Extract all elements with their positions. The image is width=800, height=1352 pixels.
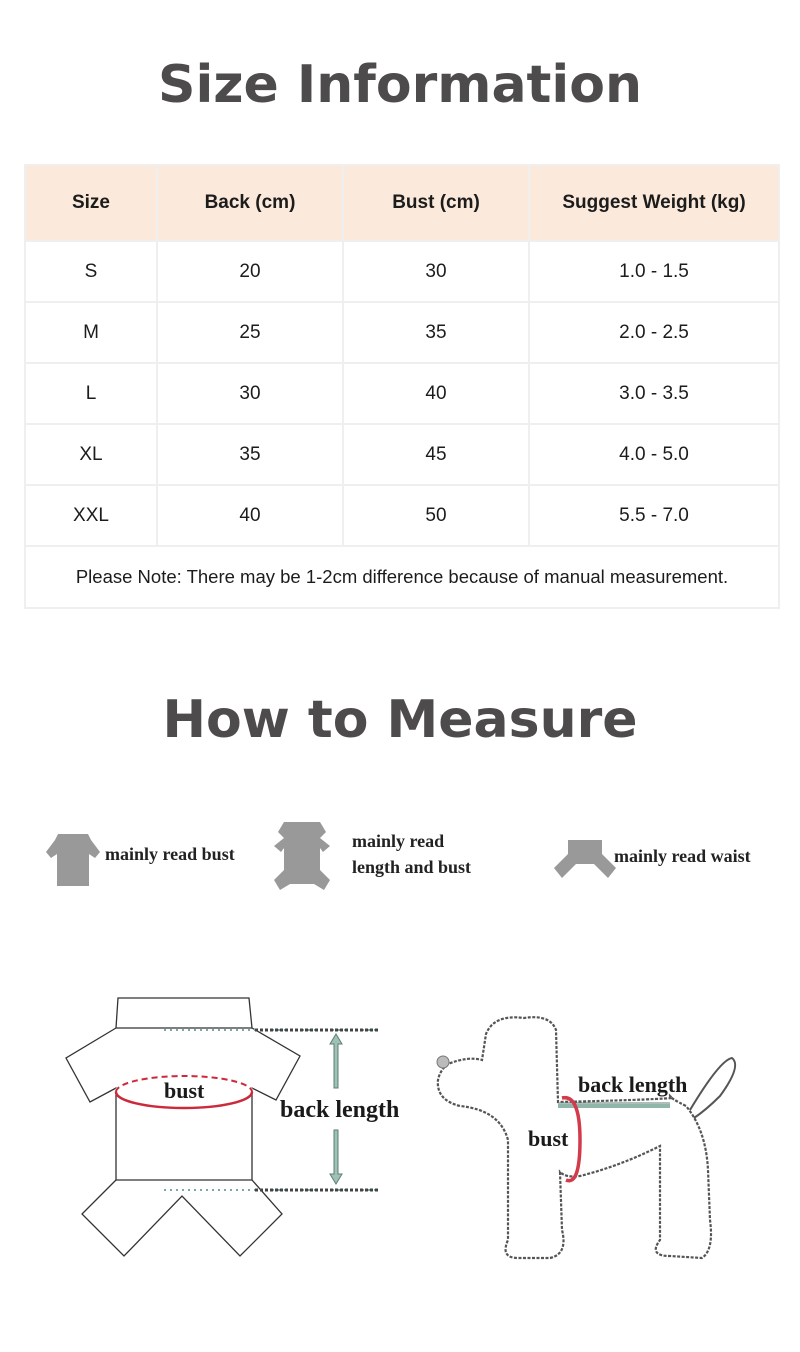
garment-bust-label: bust (164, 1078, 205, 1103)
legend-length-bust-text (352, 828, 471, 880)
legend-bust-text: mainly read bust (105, 844, 235, 864)
cell-weight: 4.0 - 5.0 (529, 424, 779, 485)
cell-back: 40 (157, 485, 343, 546)
cell-weight: 5.5 - 7.0 (529, 485, 779, 546)
cell-size: M (25, 302, 157, 363)
table-row (25, 424, 779, 485)
cell-weight: 2.0 - 2.5 (529, 302, 779, 363)
dog-measure-diagram (420, 1000, 760, 1270)
cell-bust: 35 (343, 302, 529, 363)
legend-line: mainly read (352, 831, 445, 851)
size-table (24, 164, 780, 609)
legend-waist-text: mainly read waist (614, 846, 751, 866)
measurement-note: Please Note: There may be 1-2cm difference because of manual measurement. (25, 546, 779, 608)
cell-size: L (25, 363, 157, 424)
cell-bust: 45 (343, 424, 529, 485)
cell-weight: 3.0 - 3.5 (529, 363, 779, 424)
header-bust: Bust (cm) (343, 165, 529, 241)
dog-bust-label: bust (528, 1126, 569, 1151)
table-row (25, 302, 779, 363)
dog-back-length-label: back length (578, 1072, 688, 1097)
table-row (25, 363, 779, 424)
garment-measure-diagram (50, 980, 410, 1260)
cell-back: 30 (157, 363, 343, 424)
shirt-icon (44, 832, 102, 888)
header-size: Size (25, 165, 157, 241)
cell-bust: 50 (343, 485, 529, 546)
cell-size: S (25, 241, 157, 302)
header-back: Back (cm) (157, 165, 343, 241)
pants-icon (554, 838, 616, 886)
cell-bust: 40 (343, 363, 529, 424)
cell-back: 20 (157, 241, 343, 302)
table-header-row (25, 165, 779, 241)
jumpsuit-icon (270, 820, 334, 894)
how-to-measure-title: How to Measure (162, 690, 638, 750)
cell-back: 35 (157, 424, 343, 485)
size-information-title: Size Information (158, 55, 642, 115)
cell-back: 25 (157, 302, 343, 363)
cell-weight: 1.0 - 1.5 (529, 241, 779, 302)
cell-size: XL (25, 424, 157, 485)
legend-line: length and bust (352, 857, 472, 877)
note-row (25, 546, 779, 608)
cell-bust: 30 (343, 241, 529, 302)
table-row (25, 241, 779, 302)
table-row (25, 485, 779, 546)
garment-back-length-label: back length (280, 1097, 400, 1123)
cell-size: XXL (25, 485, 157, 546)
header-weight: Suggest Weight (kg) (529, 165, 779, 241)
